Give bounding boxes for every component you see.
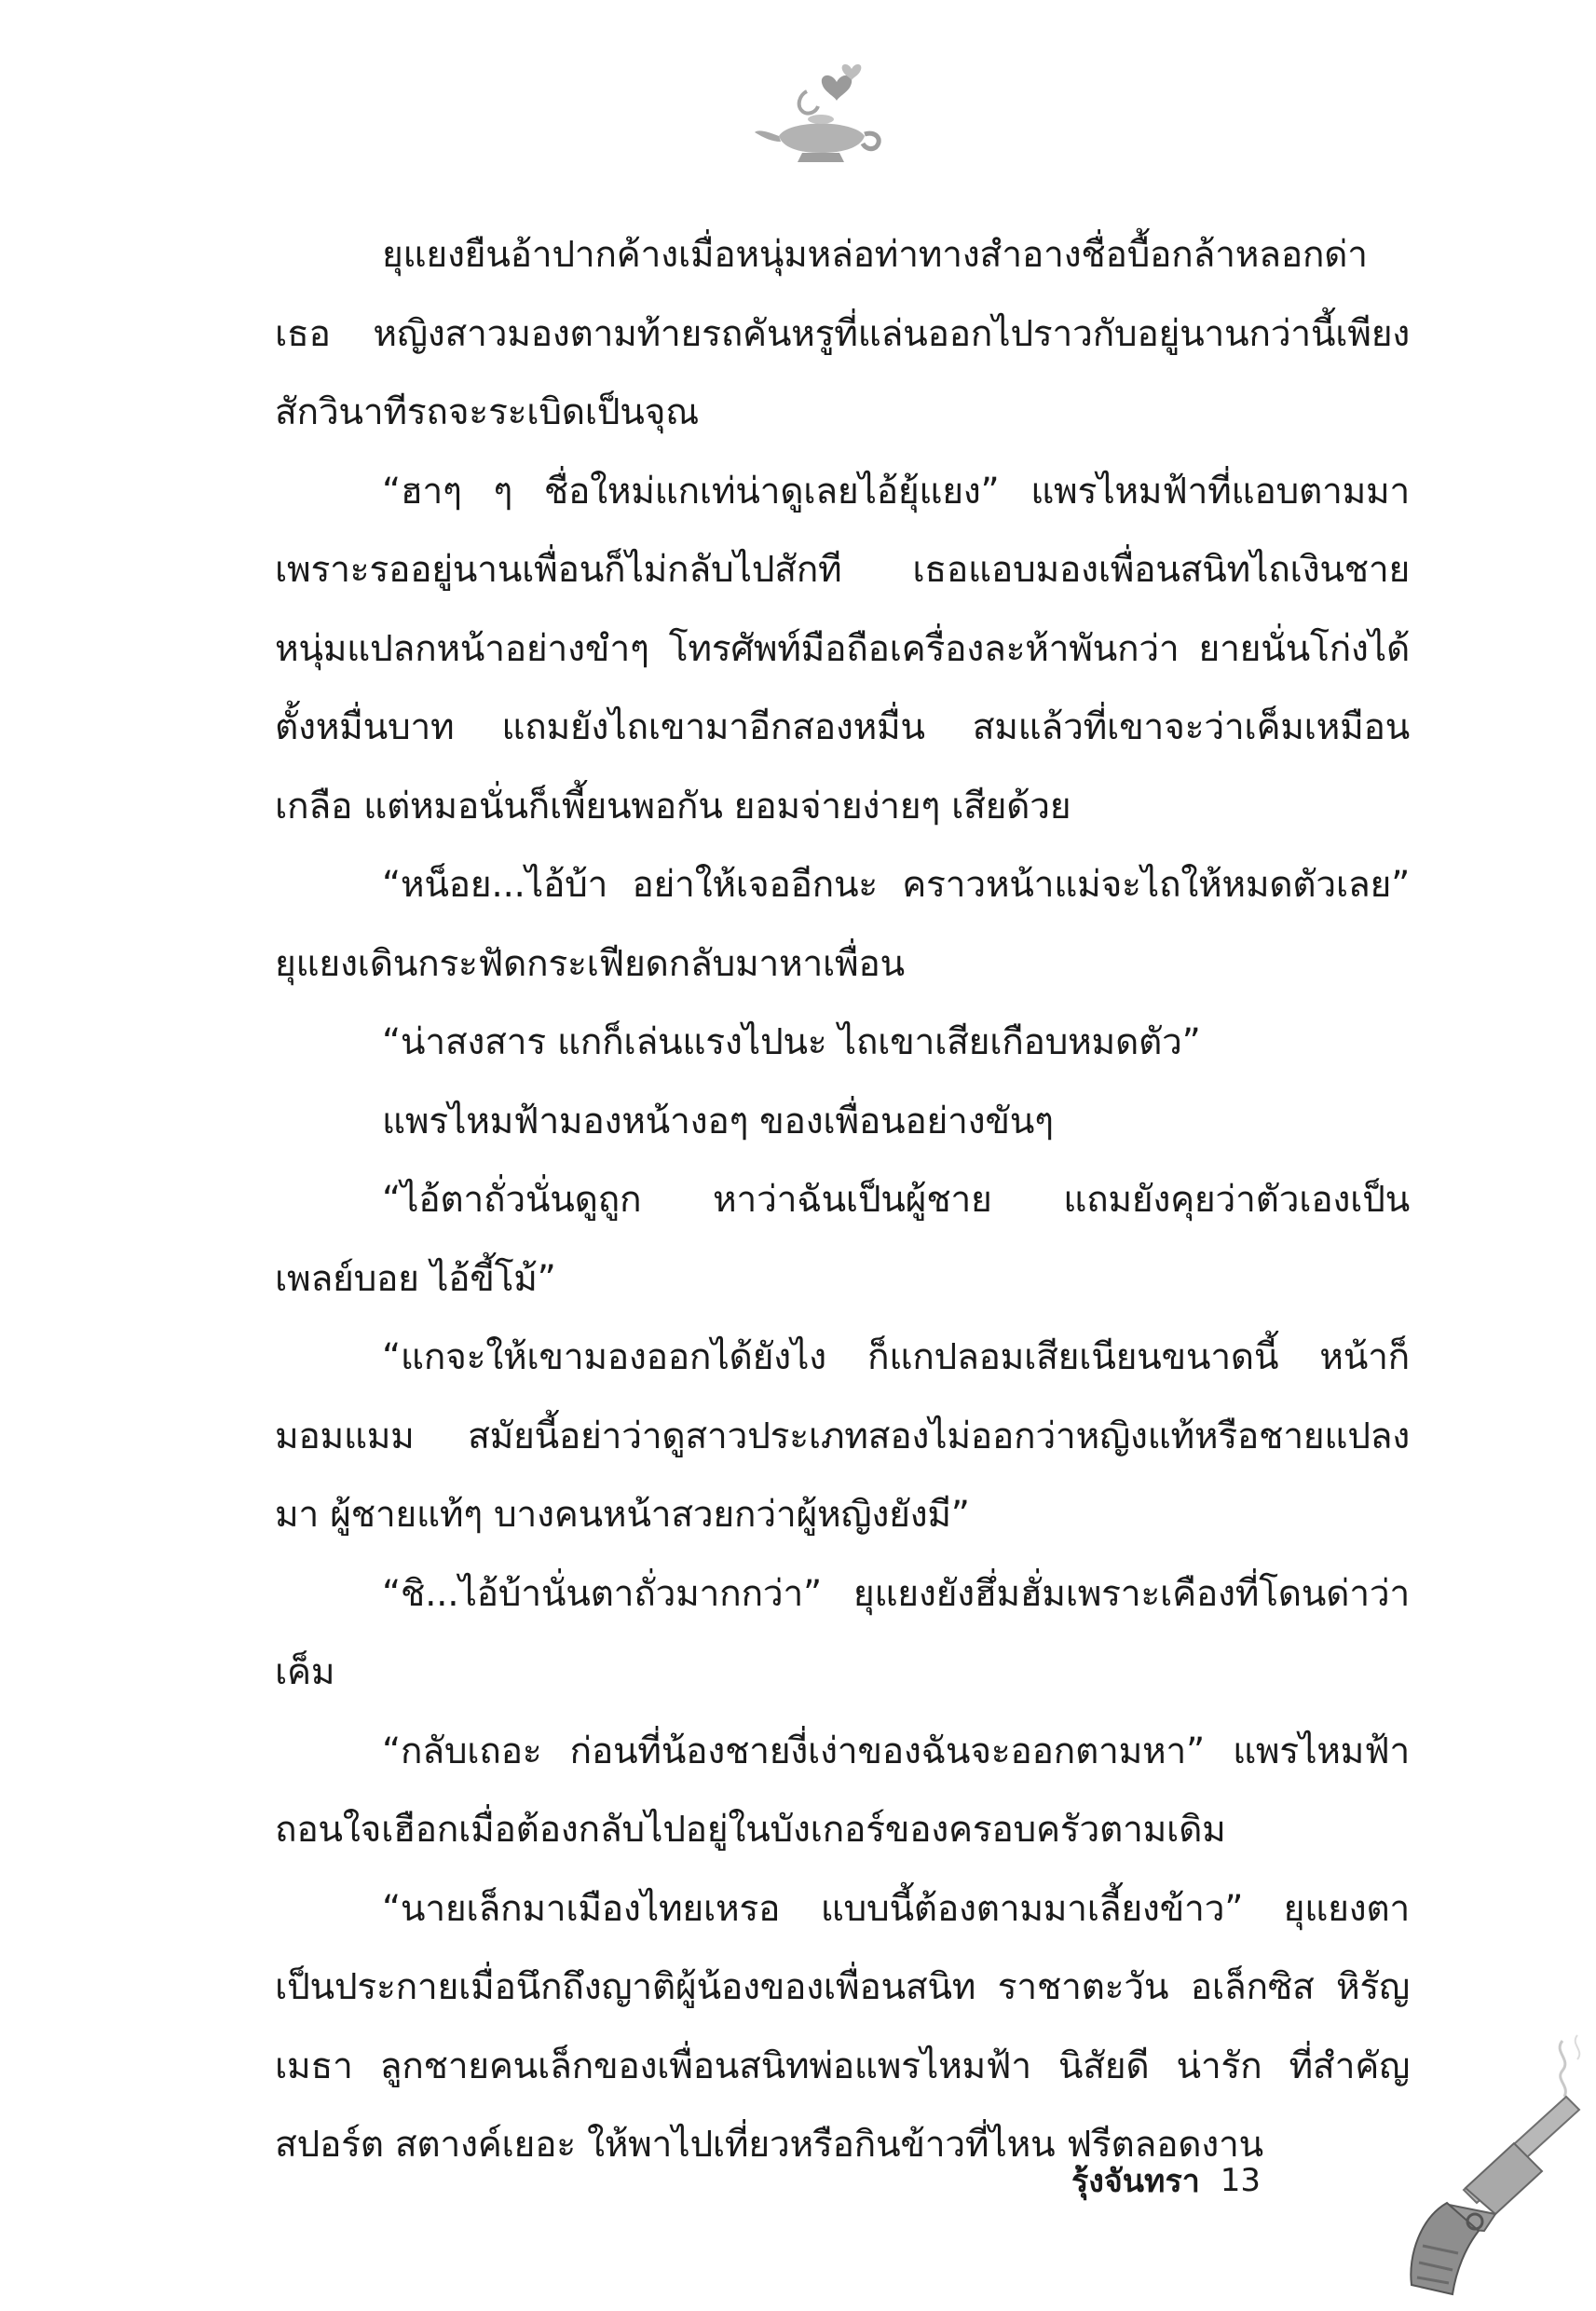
paragraph-4: “น่าสงสาร แกก็เล่นแรงไปนะ ไถเขาเสียเกือบหมดตัว”: [382, 1021, 1201, 1063]
chapter-body-text: [275, 216, 1410, 2185]
paragraph-2: “ฮาๆ ๆ ชื่อใหม่แกเท่น่าดูเลยไอ้ยุ้แยง” แพรไหมฟ้าที่แอบตามมาเพราะรออยู่นานเพื่อนก็ไม่กลับไปสักที เธอแอบมองเพื่อนสนิทไถเงินชายหนุ่มแปลกหน้าอย่างขำๆ โทรศัพท์มือถือเครื่องละห้าพันกว่า ยายนั่นโก่งได้ตั้งหมื่นบาท แถมยังไถเขามาอีกสองหมื่น สมแล้วที่เขาจะว่าเค็มเหมือนเกลือ แต่หมอนั่นก็เพี้ยนพอกัน ยอมจ่ายง่ายๆ เสียด้วย: [275, 470, 1410, 827]
page-footer: [1071, 2153, 1261, 2208]
page-number: 13: [1220, 2162, 1262, 2199]
paragraph-9: “กลับเถอะ ก่อนที่น้องชายงี่เง่าของฉันจะออกตามหา” แพรไหมฟ้าถอนใจเฮือกเมื่อต้องกลับไปอยู่ในบังเกอร์ของครอบครัวตามเดิม: [275, 1730, 1410, 1851]
book-title: รุ้งจันทรา: [1071, 2163, 1200, 2200]
smoking-pistol-icon: [1356, 2031, 1596, 2302]
paragraph-3: “หน็อย...ไอ้บ้า อย่าให้เจออีกนะ คราวหน้าแม่จะไถให้หมดตัวเลย” ยุแยงเดินกระฟัดกระเฟียดกลับมาหาเพื่อน: [275, 864, 1410, 985]
paragraph-8: “ชิ...ไอ้บ้านั่นตาถั่วมากกว่า” ยุแยงยังฮึ่มฮั่มเพราะเคืองที่โดนด่าว่าเค็ม: [275, 1572, 1410, 1693]
paragraph-7: “แกจะให้เขามองออกได้ยังไง ก็แกปลอมเสียเนียนขนาดนี้ หน้าก็มอมแมม สมัยนี้อย่าว่าดูสาวประเภทสองไม่ออกว่าหญิงแท้หรือชายแปลงมา ผู้ชายแท้ๆ บางคนหน้าสวยกว่าผู้หญิงยังมี”: [275, 1336, 1410, 1536]
paragraph-6: “ไอ้ตาถั่วนั่นดูถูก หาว่าฉันเป็นผู้ชาย แถมยังคุยว่าตัวเองเป็นเพลย์บอย ไอ้ขี้โม้”: [275, 1179, 1410, 1300]
paragraph-5: แพรไหมฟ้ามองหน้างอๆ ของเพื่อนอย่างขันๆ: [382, 1100, 1054, 1142]
paragraph-1: ยุแยงยืนอ้าปากค้างเมื่อหนุ่มหล่อท่าทางสำอางชื่อบื้อกล้าหลอกด่าเธอ หญิงสาวมองตามท้ายรถคันหรูที่แล่นออกไปราวกับอยู่นานกว่านี้เพียงสักวินาทีรถจะระเบิดเป็นจุณ: [275, 234, 1410, 433]
paragraph-10: “นายเล็กมาเมืองไทยเหรอ แบบนี้ต้องตามมาเลี้ยงข้าว” ยุแยงตาเป็นประกายเมื่อนึกถึงญาติผู้น้องของเพื่อนสนิท ราชาตะวัน อเล็กซิส หิรัญเมธา ลูกชายคนเล็กของเพื่อนสนิทพ่อแพรไหมฟ้า นิสัยดี น่ารัก ที่สำคัญ สปอร์ต สตางค์เยอะ ให้พาไปเที่ยวหรือกินข้าวที่ไหน ฟรีตลอดงาน: [275, 1887, 1410, 2166]
genie-lamp-with-hearts-icon: [751, 54, 891, 175]
